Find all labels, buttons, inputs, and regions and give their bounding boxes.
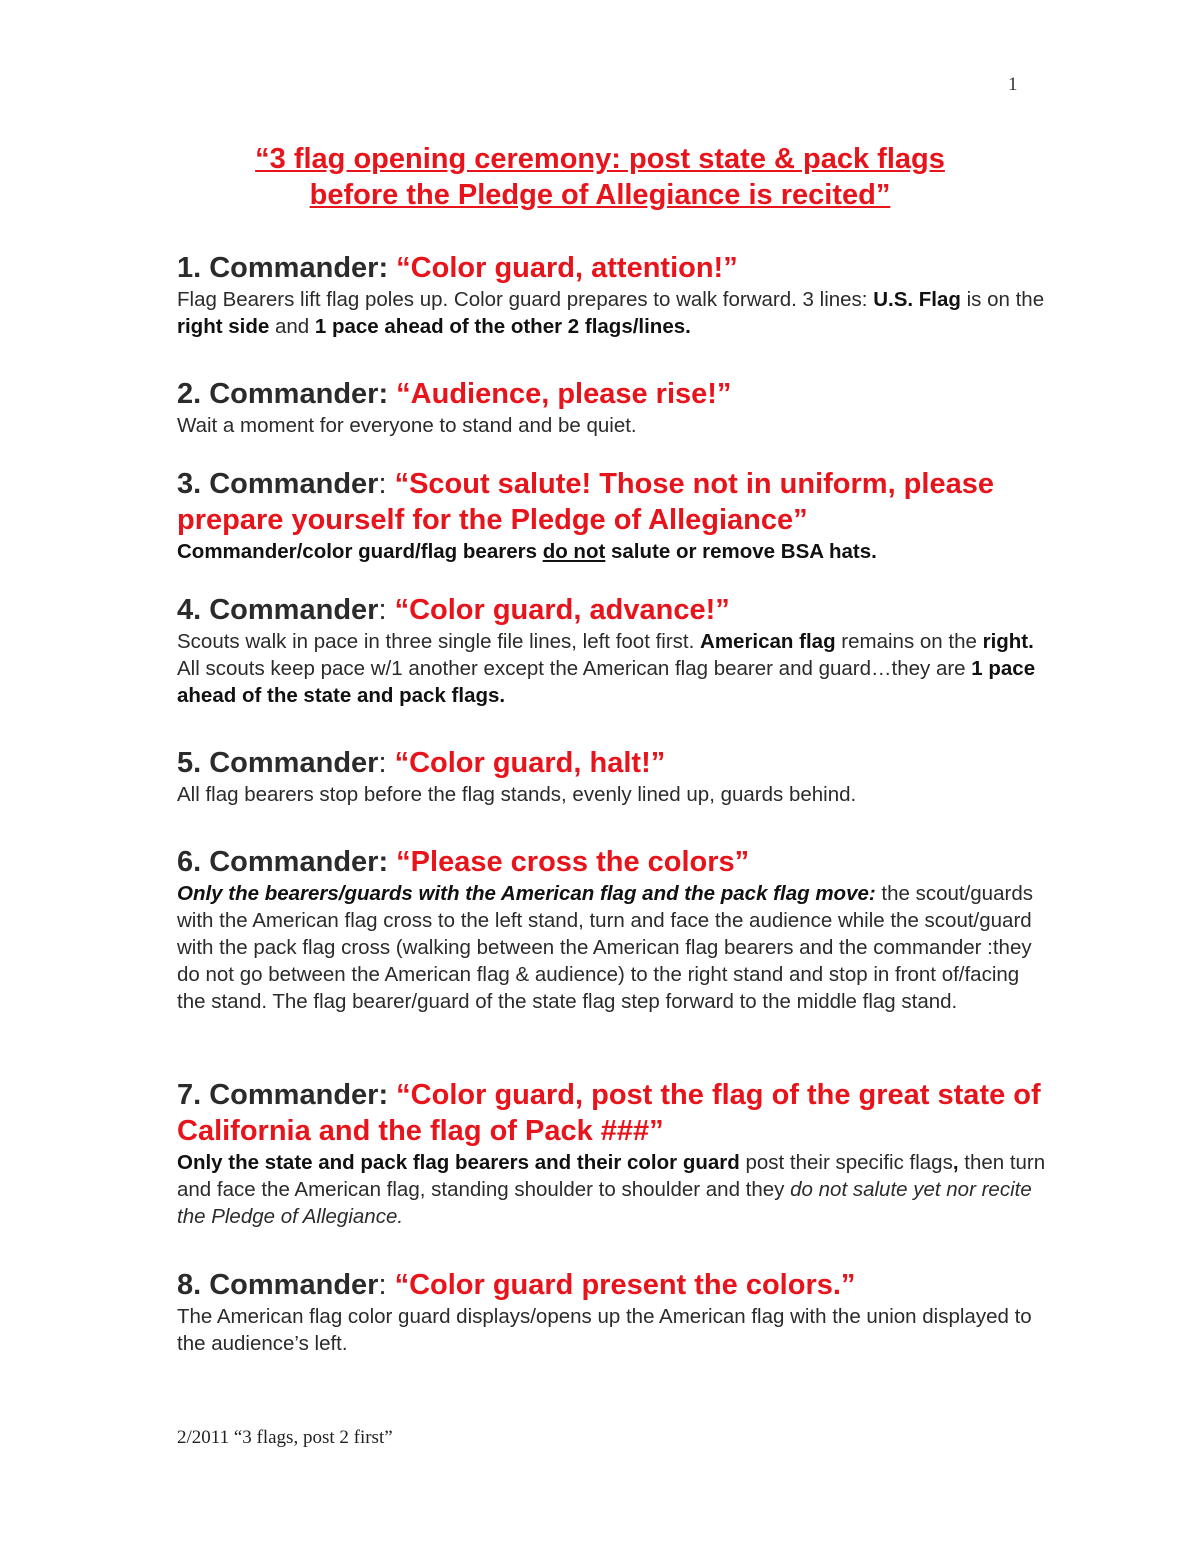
step-number: 5. Commander: [177, 747, 379, 779]
step-command: “Color guard, halt!”: [386, 747, 666, 779]
step-instructions: [177, 1303, 1047, 1357]
instruction-bold: Commander/color guard/flag bearers: [177, 540, 543, 563]
instruction-text: The American flag color guard displays/opens up the American flag with the union displayed to the audience’s left.: [177, 1305, 1032, 1355]
instruction-text: and: [269, 315, 315, 338]
step-6: [177, 844, 1047, 1015]
step-1: [177, 250, 1047, 340]
step-number: 2. Commander: [177, 378, 379, 410]
step-number: 1. Commander: [177, 252, 379, 284]
instruction-underlined: do not: [542, 540, 606, 563]
step-heading: [177, 745, 1047, 781]
step-command: “Please cross the colors”: [388, 846, 750, 878]
step-colon: :: [378, 468, 387, 500]
instruction-text: the scout/guards with the American flag cross to the left stand, turn and face the audience while the scout/guard with the pack flag cross (walking between the American flag bearers and the commander :they do not go between the American flag & audience) to the right stand and stop in front of/facing the stand. The flag bearer/guard of the state flag step forward to the middle flag stand.: [177, 882, 1033, 1013]
step-instructions: [177, 286, 1047, 340]
step-2: [177, 376, 1047, 439]
step-instructions: [177, 880, 1047, 1015]
instruction-italic: do not salute yet nor recite the Pledge of Allegiance.: [177, 1178, 1032, 1228]
title-line-1: “3 flag opening ceremony: post state & pack flags: [255, 143, 945, 175]
instruction-bold-italic: Only the bearers/guards with the American flag and the pack flag move:: [177, 882, 876, 905]
document-title: [0, 141, 1200, 213]
instruction-text: then turn and face the American flag, standing shoulder to shoulder and they: [177, 1151, 1046, 1201]
step-colon: :: [378, 252, 389, 284]
step-instructions: [177, 628, 1047, 709]
instruction-text: Flag Bearers lift flag poles up. Color guard prepares to walk forward. 3 lines:: [177, 288, 874, 311]
instruction-text: All scouts keep pace w/1 another except the American flag bearer and guard…they are: [177, 657, 972, 680]
instruction-bold: right side: [177, 315, 270, 338]
instruction-bold: Only the state and pack flag bearers and their color guard: [177, 1151, 740, 1174]
step-command: “Color guard, post the flag of the great state of California and the flag of Pack ###”: [177, 1079, 1041, 1147]
instruction-bold: 1 pace ahead of the state and pack flags.: [177, 657, 1036, 707]
step-colon: :: [378, 1079, 389, 1111]
step-number: 3. Commander: [177, 468, 379, 500]
step-colon: :: [378, 378, 389, 410]
step-command: “Audience, please rise!”: [388, 378, 732, 410]
step-heading: [177, 466, 1047, 538]
step-heading: [177, 592, 1047, 628]
step-4: [177, 592, 1047, 709]
step-command: “Scout salute! Those not in uniform, please prepare yourself for the Pledge of Allegiance”: [177, 468, 994, 536]
step-command: “Color guard present the colors.”: [386, 1269, 856, 1301]
step-number: 7. Commander: [177, 1079, 379, 1111]
step-heading: [177, 376, 1047, 412]
step-8: [177, 1267, 1047, 1357]
instruction-bold: ,: [952, 1151, 959, 1174]
step-colon: :: [378, 1269, 387, 1301]
step-heading: [177, 1267, 1047, 1303]
step-number: 4. Commander: [177, 594, 379, 626]
footer-note: 2/2011 “3 flags, post 2 first”: [177, 1427, 393, 1448]
instruction-text: is on the: [960, 288, 1045, 311]
page-number: 1: [1008, 74, 1018, 95]
instruction-bold: American flag: [700, 630, 836, 653]
step-heading: [177, 1077, 1047, 1149]
instruction-bold: right.: [982, 630, 1034, 653]
step-instructions: [177, 538, 1047, 565]
step-command: “Color guard, advance!”: [386, 594, 730, 626]
step-instructions: [177, 412, 1047, 439]
instruction-text: Scouts walk in pace in three single file lines, left foot first.: [177, 630, 701, 653]
step-colon: :: [378, 846, 389, 878]
step-number: 8. Commander: [177, 1269, 379, 1301]
step-number: 6. Commander: [177, 846, 379, 878]
instruction-text: remains on the: [835, 630, 983, 653]
instruction-bold: 1 pace ahead of the other 2 flags/lines.: [314, 315, 691, 338]
title-line-2: before the Pledge of Allegiance is recited”: [309, 179, 891, 211]
step-instructions: [177, 1149, 1047, 1230]
step-heading: [177, 250, 1047, 286]
step-instructions: [177, 781, 1047, 808]
instruction-bold: salute or remove BSA hats.: [605, 540, 877, 563]
step-3: [177, 466, 1047, 565]
instruction-text: All flag bearers stop before the flag stands, evenly lined up, guards behind.: [177, 783, 857, 806]
step-heading: [177, 844, 1047, 880]
instruction-text: post their specific flags: [739, 1151, 953, 1174]
instruction-bold: U.S. Flag: [873, 288, 961, 311]
instruction-text: Wait a moment for everyone to stand and be quiet.: [177, 414, 637, 437]
step-colon: :: [378, 747, 387, 779]
step-7: [177, 1077, 1047, 1230]
step-command: “Color guard, attention!”: [388, 252, 738, 284]
step-colon: :: [378, 594, 387, 626]
step-5: [177, 745, 1047, 808]
